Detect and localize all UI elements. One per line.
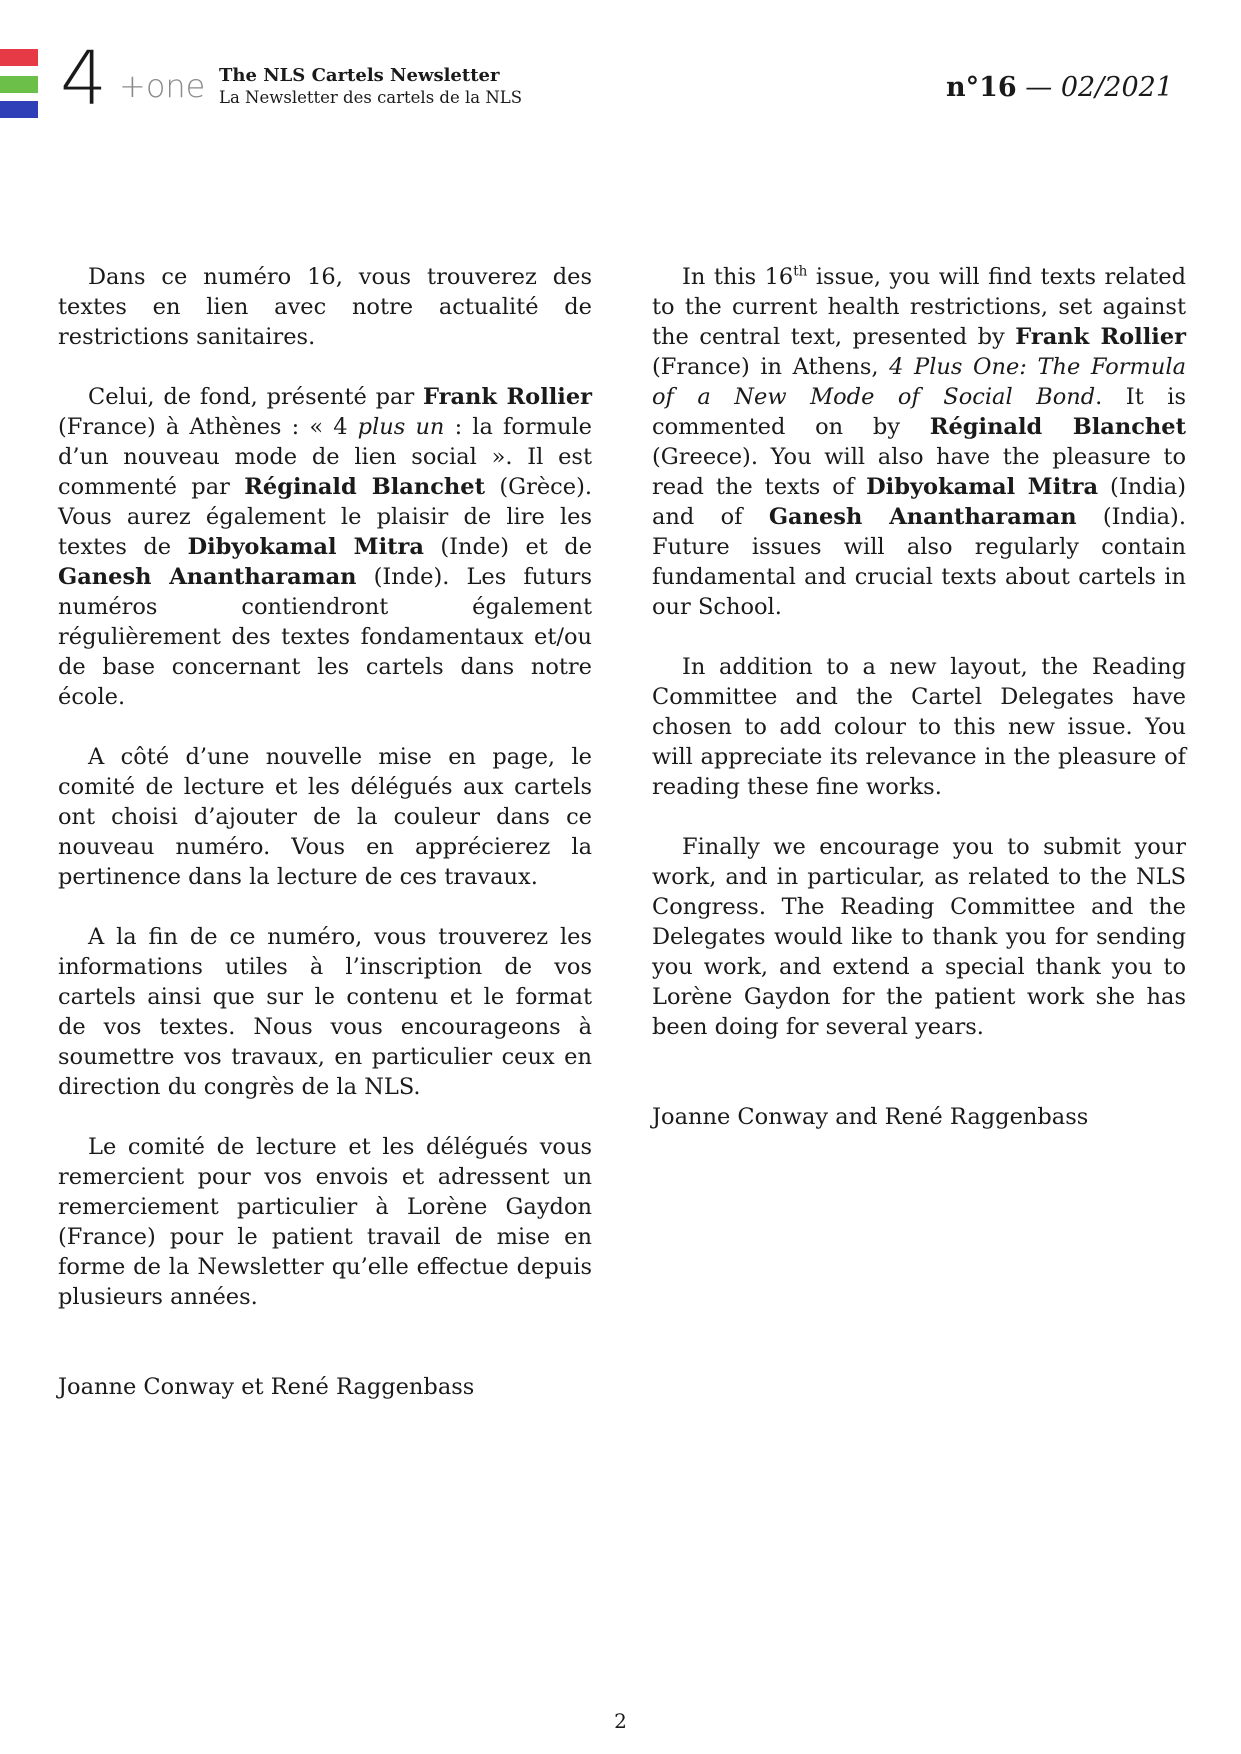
fr-p2-text: Celui, de fond, présenté par xyxy=(88,384,424,410)
newsletter-title: The NLS Cartels Newsletter xyxy=(219,65,500,86)
title-italic: 4 Plus One: The Formula of a New Mode of Social Bond xyxy=(652,354,1186,410)
en-p1-text: (India) and of xyxy=(652,474,1187,530)
issue-separator: — xyxy=(1016,72,1061,103)
author-name: Dibyokamal Mitra xyxy=(187,534,424,560)
author-name: Réginald Blanchet xyxy=(244,474,485,500)
author-name: Frank Rollier xyxy=(1015,324,1186,350)
spacer xyxy=(652,1072,1186,1102)
logo-red-bar xyxy=(0,49,38,66)
fr-signature: Joanne Conway et René Raggenbass xyxy=(58,1374,475,1400)
author-name: Ganesh Anantharaman xyxy=(58,564,357,590)
issue-date: 02/2021 xyxy=(1060,72,1173,103)
issue-number: n°16 xyxy=(945,72,1017,103)
ordinal-suffix: th xyxy=(793,263,808,280)
french-column xyxy=(58,262,592,1432)
en-p1-text: (Greece). You will also have the pleasure to read the texts of xyxy=(652,444,1186,500)
author-name: Réginald Blanchet xyxy=(929,414,1186,440)
fr-paragraph-3: A côté d’une nouvelle mise en page, le comité de lecture et les délégués aux cartels ont choisi d’ajouter de la couleur dans ce nouveau numéro. Vous en apprécierez la pertinence dans la lecture de ces travaux. xyxy=(58,744,592,890)
logo-blue-bar xyxy=(0,101,38,118)
fr-p2-text: (Inde) et de xyxy=(423,534,593,560)
en-paragraph-2: In addition to a new layout, the Reading Committee and the Cartel Delegates have chosen to add colour to this new issue. You will appreciate its relevance in the pleasure of reading these fine works. xyxy=(652,654,1186,800)
en-p1-text: In this 16 xyxy=(682,264,794,290)
issue-info xyxy=(946,72,1173,103)
spacer xyxy=(58,1342,592,1372)
fr-paragraph-5: Le comité de lecture et les délégués vous remercient pour vos envois et adressent un remerciement particulier à Lorène Gaydon (France) pour le patient travail de mise en forme de la Newsletter qu’elle effectue depuis plusieurs années. xyxy=(58,1134,592,1310)
english-column xyxy=(652,262,1186,1162)
en-p1-text: . It is commented on by xyxy=(652,384,1186,440)
fr-paragraph-4: A la fin de ce numéro, vous trouverez les informations utiles à l’inscription de vos cartels ainsi que sur le contenu et le format de vos textes. Nous vous encourageons à soumettre vos travaux, en particulier ceux en direction du congrès de la NLS. xyxy=(58,924,592,1100)
fr-p2-text: (Inde). Les futurs numéros contiendront également régulièrement des textes fondamentaux et/ou de base concernant les cartels dans notre école. xyxy=(58,564,592,710)
en-p1-text: issue, you will find texts related to the current health restrictions, set against the central text, presented by xyxy=(652,264,1187,350)
en-p1-text: (India). Future issues will also regularly contain fundamental and crucial texts about cartels in our School. xyxy=(652,504,1186,620)
fr-p2-text: (France) à Athènes : « 4 xyxy=(58,414,358,440)
fr-p2-text: (Grèce). Vous aurez également le plaisir de lire les textes de xyxy=(58,474,592,560)
page-number: 2 xyxy=(614,1709,627,1733)
logo-number: 4 xyxy=(60,36,108,122)
title-italic: plus un xyxy=(357,414,445,440)
en-paragraph-3: Finally we encourage you to submit your work, and in particular, as related to the NLS Congress. The Reading Committee and the Delegates would like to thank you for sending you work, and extend a special thank you to Lorène Gaydon for the patient work she has been doing for several years. xyxy=(652,834,1186,1040)
newsletter-subtitle: La Newsletter des cartels de la NLS xyxy=(219,88,523,107)
author-name: Dibyokamal Mitra xyxy=(866,474,1099,500)
author-name: Ganesh Anantharaman xyxy=(768,504,1077,530)
en-p1-text: (France) in Athens, xyxy=(652,354,890,380)
logo-green-bar xyxy=(0,76,38,93)
fr-p2-text: : la formule d’un nouveau mode de lien social ». Il est commenté par xyxy=(58,414,592,500)
en-signature: Joanne Conway and René Raggenbass xyxy=(652,1104,1089,1130)
fr-paragraph-2 xyxy=(58,382,592,712)
author-name: Frank Rollier xyxy=(423,384,593,410)
en-paragraph-1 xyxy=(652,262,1186,622)
fr-paragraph-1: Dans ce numéro 16, vous trouverez des textes en lien avec notre actualité de restrictions sanitaires. xyxy=(58,264,592,350)
logo-suffix: +one xyxy=(119,67,206,105)
